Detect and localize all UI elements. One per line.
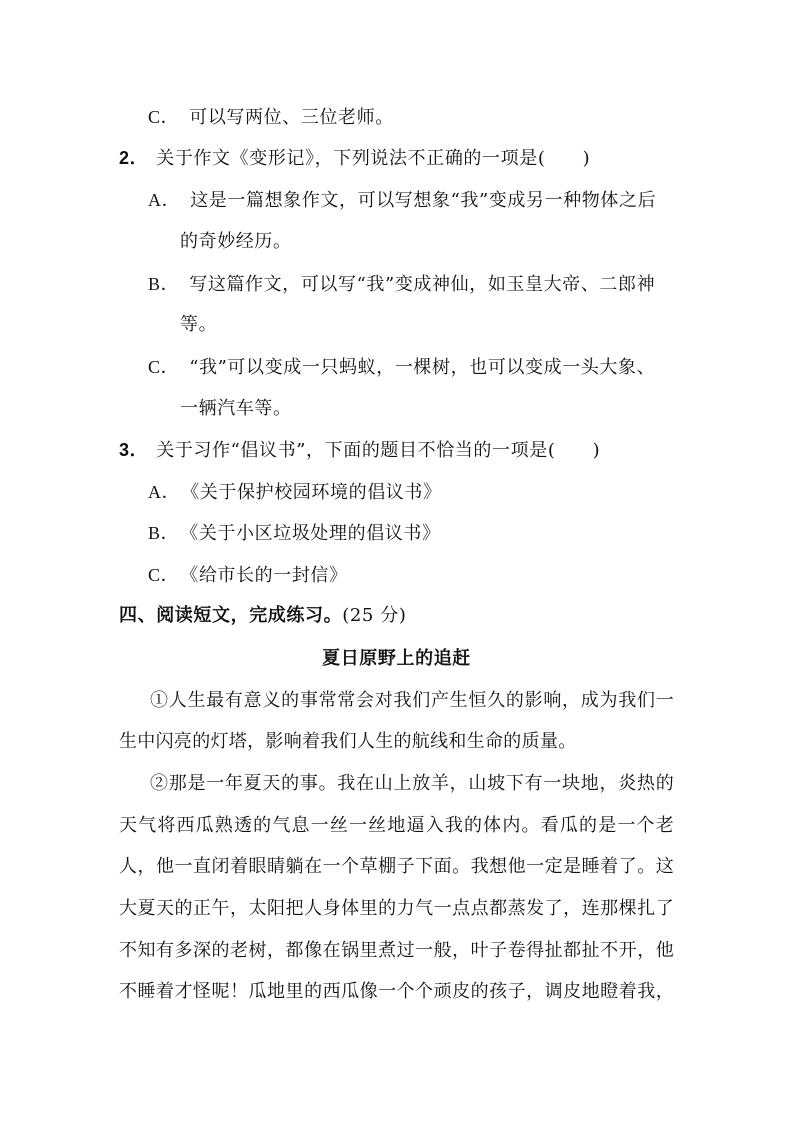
passage-line-8: 不睡着才怪呢！瓜地里的西瓜像一个个顽皮的孩子，调皮地瞪着我， xyxy=(119,981,674,1002)
q2-option-c-line1: “我”可以变成一只蚂蚁，一棵树，也可以变成一头大象、 xyxy=(189,357,656,378)
q1-option-c-label: C． xyxy=(148,107,180,127)
q2-option-a xyxy=(148,189,678,212)
q3-stem xyxy=(119,439,600,462)
q1-option-c xyxy=(148,106,678,129)
passage-line-2: 生中闪亮的灯塔，影响着我们人生的航线和生命的质量。 xyxy=(119,731,577,752)
q2-stem xyxy=(119,147,590,170)
q2-option-c xyxy=(148,356,678,379)
q3-number: 3． xyxy=(119,440,149,460)
passage-line-4: 天气将西瓜熟透的气息一丝一丝地逼入我的体内。看瓜的是一个老 xyxy=(119,815,674,836)
passage-line-6: 大夏天的正午，太阳把人身体里的力气一点点都蒸发了，连那棵扎了 xyxy=(119,898,674,919)
passage-line-1: ①人生最有意义的事常常会对我们产生恒久的影响，成为我们一 xyxy=(150,690,674,711)
q2-option-c-line2: 一辆汽车等。 xyxy=(180,398,292,419)
q3-option-c xyxy=(148,564,678,587)
q2-option-b-label: B． xyxy=(148,274,180,294)
passage-title: 夏日原野上的追赶 xyxy=(322,648,471,669)
q2-option-b-line2: 等。 xyxy=(180,314,218,335)
q2-option-b-line1: 写这篇作文，可以写“我”变成神仙，如玉皇大帝、二郎神 xyxy=(189,274,656,295)
q2-option-a-line2: 的奇妙经历。 xyxy=(180,231,292,252)
q2-option-a-cont xyxy=(180,231,292,253)
q3-option-a xyxy=(148,481,678,504)
q3-option-b xyxy=(148,522,678,545)
passage-line-7: 不知有多深的老树，都像在锅里煮过一般，叶子卷得扯都扯不开，他 xyxy=(119,940,674,961)
q2-option-c-label: C． xyxy=(148,357,180,377)
q3-option-c-text: 《给市长的一封信》 xyxy=(189,565,348,586)
q2-number: 2． xyxy=(119,148,149,168)
q3-option-a-label: A． xyxy=(148,482,181,502)
section-4-heading-text: 四、阅读短文，完成练习。 xyxy=(119,605,343,626)
section-4-score: (25 分) xyxy=(342,605,407,626)
q3-option-b-label: B． xyxy=(148,523,180,543)
q2-option-b xyxy=(148,273,678,296)
q3-option-b-text: 《关于小区垃圾处理的倡议书》 xyxy=(189,523,441,544)
passage-line-5: 人，他一直闭着眼睛躺在一个草棚子下面。我想他一定是睡着了。这 xyxy=(119,856,674,877)
section-4-heading xyxy=(119,605,406,627)
passage-line-3: ②那是一年夏天的事。我在山上放羊，山坡下有一块地，炎热的 xyxy=(150,773,674,794)
q3-stem-text: 关于习作“倡议书”，下面的题目不恰当的一项是( ) xyxy=(156,440,601,461)
q2-stem-text: 关于作文《变形记》，下列说法不正确的一项是( ) xyxy=(156,148,591,169)
q1-option-c-text: 可以写两位、三位老师。 xyxy=(189,107,394,128)
q2-option-a-line1: 这是一篇想象作文，可以写想象“我”变成另一种物体之后 xyxy=(190,190,657,211)
q2-option-c-cont xyxy=(180,398,292,420)
q2-option-a-label: A． xyxy=(148,190,181,210)
q3-option-c-label: C． xyxy=(148,565,180,585)
q2-option-b-cont xyxy=(180,314,217,336)
q3-option-a-text: 《关于保护校园环境的倡议书》 xyxy=(190,482,442,503)
